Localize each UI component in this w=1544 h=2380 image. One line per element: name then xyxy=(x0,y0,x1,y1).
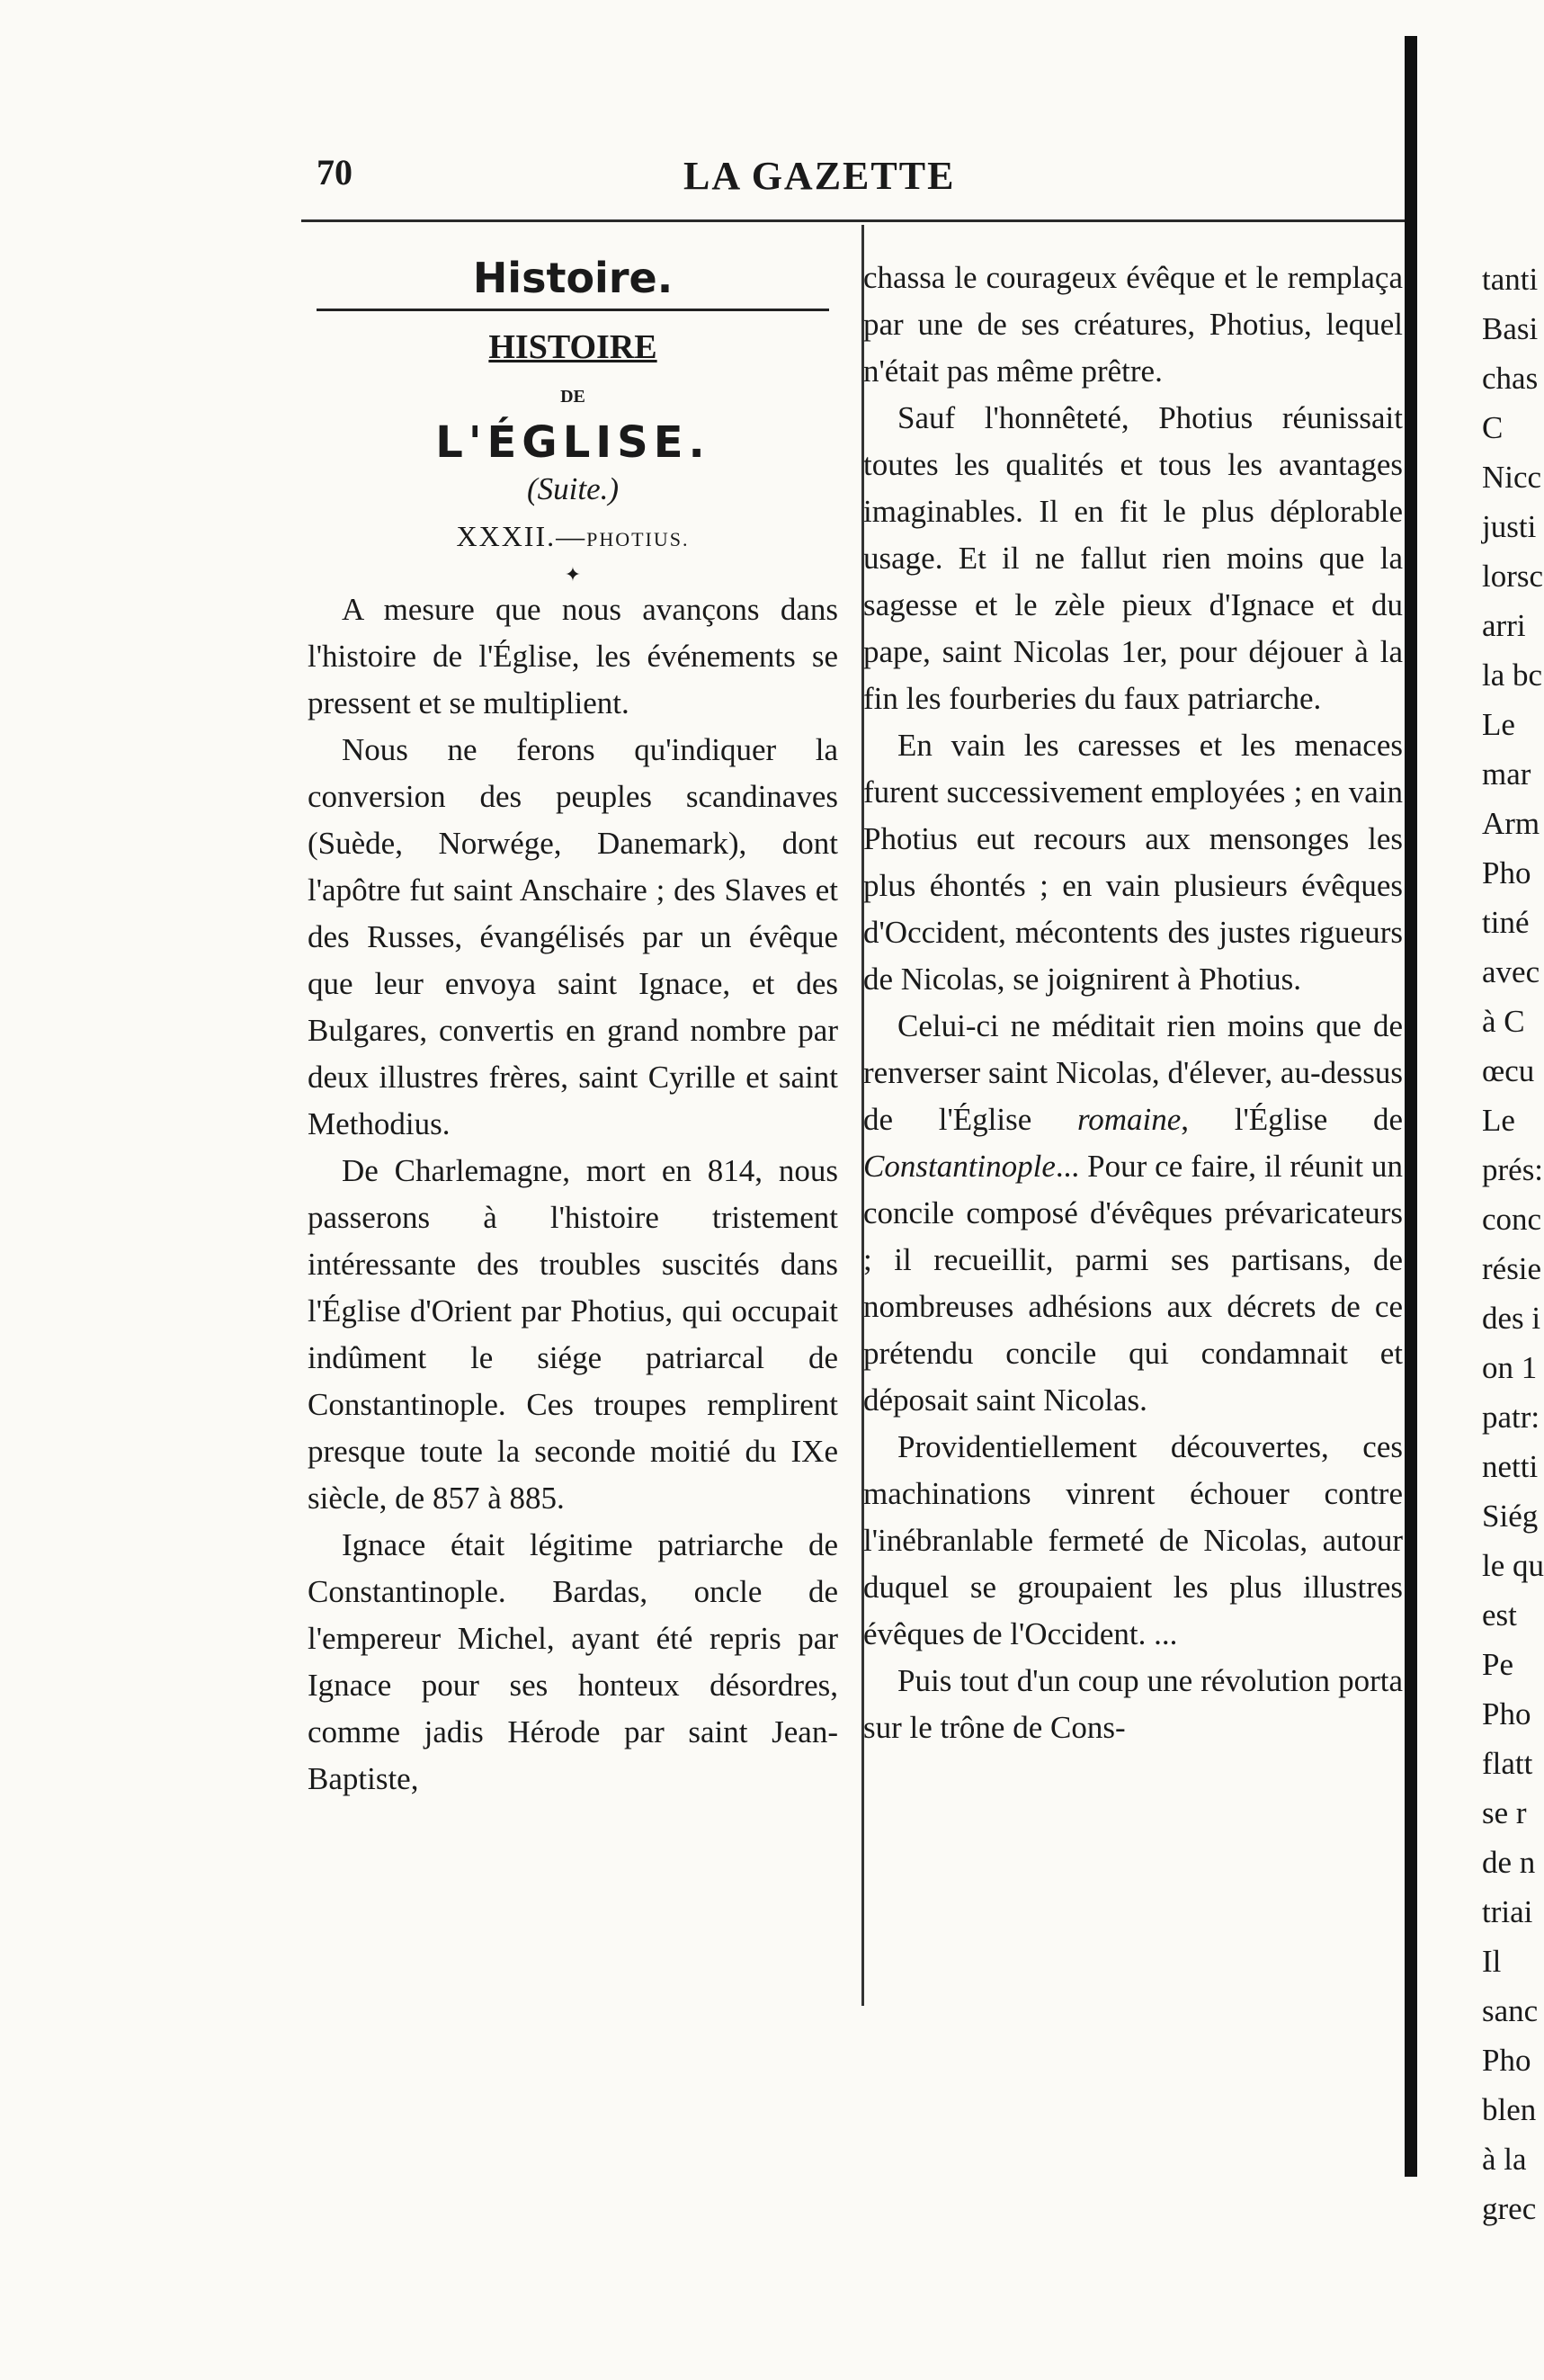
cropped-line: Pho xyxy=(1482,1696,1531,1731)
cropped-line: patr: xyxy=(1482,1400,1540,1435)
cropped-line: Pho xyxy=(1482,2043,1531,2078)
article-subject: L'ÉGLISE. xyxy=(435,417,710,468)
cropped-line: on 1 xyxy=(1482,1350,1538,1385)
cropped-line: arri xyxy=(1482,608,1526,643)
cropped-line: sanc xyxy=(1482,1993,1539,2028)
cropped-line: justi xyxy=(1482,509,1537,544)
cropped-line: de n xyxy=(1482,1845,1536,1880)
italic-text: romaine xyxy=(1076,1102,1182,1137)
header-rule xyxy=(301,219,1407,222)
cropped-line: avec xyxy=(1482,954,1540,989)
cropped-line: tiné xyxy=(1482,905,1530,940)
cropped-line: Il xyxy=(1482,1944,1502,1979)
cropped-line: netti xyxy=(1482,1449,1539,1484)
cropped-line: le qu xyxy=(1482,1548,1544,1583)
cropped-line: flatt xyxy=(1482,1746,1533,1781)
cropped-line: se r xyxy=(1482,1795,1527,1830)
section-title: Histoire. xyxy=(472,254,674,302)
page-number: 70 xyxy=(317,152,353,192)
paragraph-text: Celui-ci ne méditait rien moins que de renverser saint Nicolas, d'élever, au-dessus de l'Église xyxy=(863,1008,1403,1137)
cropped-line: des i xyxy=(1482,1301,1541,1336)
cropped-line: conc xyxy=(1482,1202,1542,1237)
cropped-line: C xyxy=(1482,410,1504,445)
cropped-line: est xyxy=(1482,1597,1517,1633)
cropped-line: grec xyxy=(1482,2191,1537,2226)
cropped-line: chas xyxy=(1482,361,1539,396)
cropped-line: la bc xyxy=(1482,658,1543,693)
paragraph: Nous ne ferons qu'indiquer la conversion des peuples scandinaves (Suède, Norwége, Danemark), dont l'apôtre fut saint Anschaire ; des Slaves et des Russes, évangélisés par un évêque que leur envoya saint Ignace, et des Bulgares, convertis en grand nombre par deux illustres frères, saint Cyrille et saint Methodius. xyxy=(308,732,838,1141)
masthead-title: LA GAZETTE xyxy=(683,154,956,198)
cropped-line: blen xyxy=(1482,2092,1537,2127)
paragraph-text: , l'Église de xyxy=(1181,1102,1403,1137)
cropped-line: Le xyxy=(1482,1103,1515,1138)
cropped-line: Le xyxy=(1482,707,1515,742)
page-gutter-bar xyxy=(1405,36,1417,2177)
article-connector: DE xyxy=(560,387,585,407)
column-left xyxy=(308,255,838,1803)
cropped-line: résie xyxy=(1482,1251,1542,1286)
chapter-number: XXXII.— xyxy=(456,520,587,552)
cropped-line: tanti xyxy=(1482,262,1539,297)
cropped-line: Basi xyxy=(1482,311,1539,346)
ornament: ✦ xyxy=(564,563,582,586)
cropped-line: Nicc xyxy=(1482,460,1542,495)
article-title: HISTOIRE xyxy=(488,328,657,366)
paragraph: En vain les caresses et les menaces furent successivement employées ; en vain Photius eut recours aux mensonges les plus éhontés ; en vain plusieurs évêques d'Occident, mécontents des justes rigueurs de Nicolas, se joignirent à Photius. xyxy=(863,728,1403,997)
cropped-line: Arm xyxy=(1482,806,1540,841)
paragraph: Ignace était légitime patriarche de Constantinople. Bardas, oncle de l'empereur Michel, ayant été repris par Ignace pour ses honteux désordres, comme jadis Hérode par saint Jean-Baptiste, xyxy=(308,1527,838,1796)
column-right-cropped xyxy=(1448,255,1544,2233)
cropped-line: à la xyxy=(1482,2142,1527,2177)
cropped-line: mar xyxy=(1482,756,1531,792)
paragraph-text: ... Pour ce faire, il réunit un concile composé d'évêques prévaricateurs ; il recueillit, parmi ses partisans, de nombreuses adhésions aux décrets de ce prétendu concile qui condamnait et déposait saint Nicolas. xyxy=(863,1149,1403,1418)
paragraph: Providentiellement découvertes, ces machinations vinrent échouer contre l'inébranlable fermeté de Nicolas, autour duquel se groupaient les plus illustres évêques de l'Occident. ... xyxy=(863,1429,1403,1651)
paragraph: chassa le courageux évêque et le remplaça par une de ses créatures, Photius, lequel n'était pas même prêtre. xyxy=(863,260,1403,389)
column-middle xyxy=(863,255,1403,1751)
cropped-line: à C xyxy=(1482,1004,1525,1039)
paragraph: A mesure que nous avançons dans l'histoire de l'Église, les événements se pressent et se multiplient. xyxy=(308,592,838,720)
cropped-line: Siég xyxy=(1482,1499,1539,1534)
chapter-heading xyxy=(308,513,838,563)
chapter-name: PHOTIUS. xyxy=(586,528,690,550)
paragraph: De Charlemagne, mort en 814, nous passerons à l'histoire tristement intéressante des troubles suscités dans l'Église d'Orient par Photius, qui occupait indûment le siége patriarcal de Constantinople. Ces troupes remplirent presque toute la seconde moitié du IXe siècle, de 857 à 885. xyxy=(308,1153,838,1516)
paragraph: Sauf l'honnêteté, Photius réunissait toutes les qualités et tous les avantages imaginables. Il en fit le plus déplorable usage. Et il ne fallut rien moins que la sagesse et le zèle pieux d'Ignace et du pape, saint Nicolas 1er, pour déjouer à la fin les fourberies du faux patriarche. xyxy=(863,400,1403,716)
cropped-line: lorsc xyxy=(1482,559,1544,594)
cropped-line: Pho xyxy=(1482,855,1531,890)
section-rule xyxy=(317,309,829,311)
italic-text: Constantinople xyxy=(863,1149,1056,1184)
cropped-line: œcu xyxy=(1482,1053,1535,1088)
cropped-line: triai xyxy=(1482,1894,1533,1929)
cropped-line: prés: xyxy=(1482,1152,1544,1187)
paragraph xyxy=(863,1003,1403,1424)
cropped-line: Pe xyxy=(1482,1647,1513,1682)
continuation-note: (Suite.) xyxy=(526,471,620,506)
paragraph: Puis tout d'un coup une révolution porta sur le trône de Cons- xyxy=(863,1663,1403,1745)
